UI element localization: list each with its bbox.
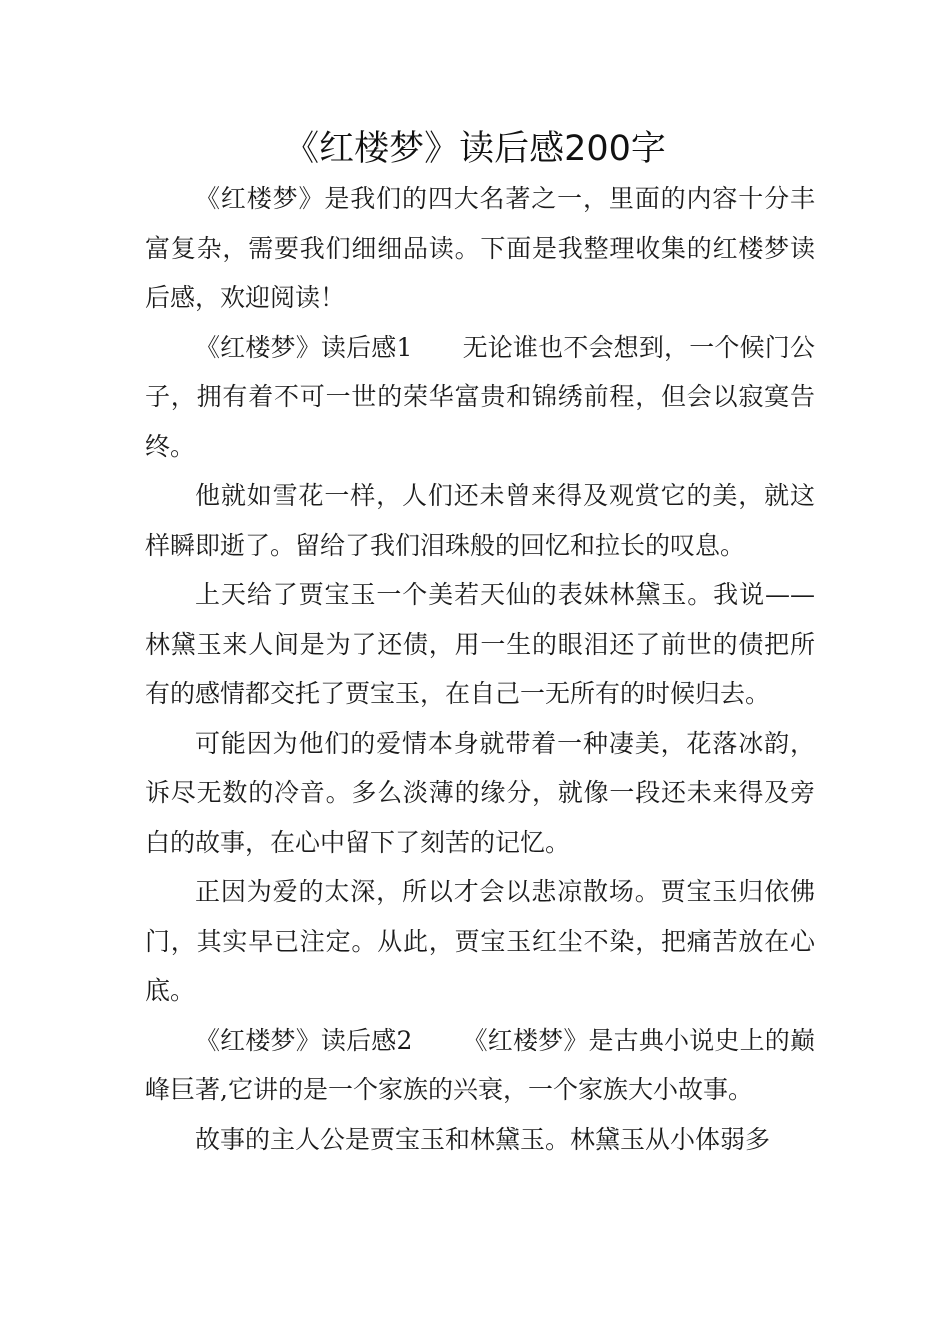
paragraph-section-2 — [145, 1016, 815, 1115]
paragraph-section-1 — [145, 323, 815, 472]
paragraph-text: 《红楼梦》是古典小说史上的巅峰巨著,它讲的是一个家族的兴衰，一个家族大小故事。 — [145, 1025, 815, 1104]
paragraph-text: 可能因为他们的爱情本身就带着一种凄美，花落冰韵，诉尽无数的冷音。多么淡薄的缘分，就像一段还未来得及旁白的故事，在心中留下了刻苦的记忆。 — [145, 728, 815, 857]
paragraph-daiyu — [145, 570, 815, 719]
document-body — [145, 174, 815, 1164]
paragraph-snowflake — [145, 471, 815, 570]
paragraph-intro — [145, 174, 815, 323]
paragraph-text: 《红楼梦》是我们的四大名著之一，里面的内容十分丰富复杂，需要我们细细品读。下面是我整理收集的红楼梦读后感，欢迎阅读！ — [145, 184, 815, 312]
paragraph-text: 正因为爱的太深，所以才会以悲凉散场。贾宝玉归依佛门，其实早已注定。从此，贾宝玉红尘不染，把痛苦放在心底。 — [145, 877, 815, 1005]
section-heading-2: 《红楼梦》读后感2 — [195, 1025, 413, 1055]
paragraph-text: 他就如雪花一样，人们还未曾来得及观赏它的美，就这样瞬即逝了。留给了我们泪珠般的回忆和拉长的叹息。 — [145, 481, 815, 560]
section-heading-1: 《红楼梦》读后感1 — [195, 332, 413, 362]
document-title: 《红楼梦》读后感200字 — [284, 129, 666, 169]
paragraph-text: 上天给了贾宝玉一个美若天仙的表妹林黛玉。我说——林黛玉来人间是为了还债，用一生的眼泪还了前世的债把所有的感情都交托了贾宝玉，在自己一无所有的时候归去。 — [145, 580, 815, 708]
paragraph-protagonists — [145, 1115, 815, 1165]
paragraph-ending — [145, 867, 815, 1016]
paragraph-love — [145, 719, 815, 868]
paragraph-text: 故事的主人公是贾宝玉和林黛玉。林黛玉从小体弱多 — [195, 1124, 771, 1154]
paragraph-text: 无论谁也不会想到，一个候门公子，拥有着不可一世的荣华富贵和锦绣前程，但会以寂寞告终。 — [145, 332, 815, 461]
